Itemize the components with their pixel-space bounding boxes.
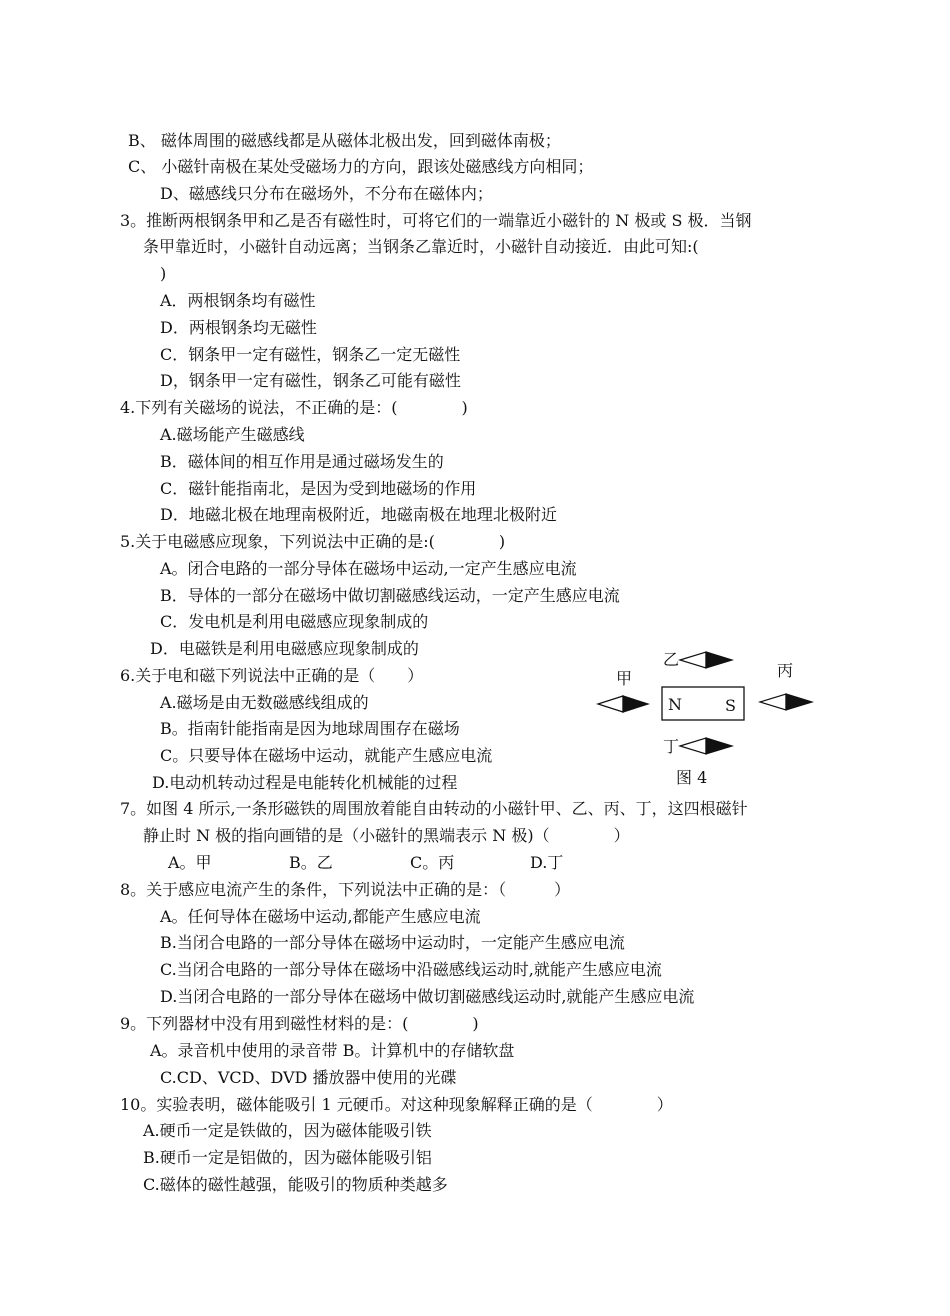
q8-option-a: A。任何导体在磁场中运动,都能产生感应电流 <box>160 907 481 926</box>
figure-caption: 图 4 <box>676 768 708 787</box>
q7-stem-line1: 7。如图 4 所示,一条形磁铁的周围放着能自由转动的小磁针甲、乙、丙、丁，这四根磁针 <box>120 799 748 818</box>
q9-stem: 9。下列器材中没有用到磁性材料的是：( ) <box>120 1014 479 1033</box>
q10-option-b: B.硬币一定是铝做的，因为磁体能吸引铝 <box>143 1148 432 1167</box>
q8-option-c: C.当闭合电路的一部分导体在磁场中沿磁感线运动时,就能产生感应电流 <box>160 960 662 979</box>
q3-stem-line3: ) <box>160 264 167 283</box>
q4-option-d: D．地磁北极在地理南极附近，地磁南极在地理北极附近 <box>160 505 557 524</box>
q10-stem: 10。实验表明，磁体能吸引 1 元硬币。对这种现象解释正确的是（ ） <box>120 1095 673 1114</box>
q8-stem: 8。关于感应电流产生的条件，下列说法中正确的是：（ ） <box>120 880 571 899</box>
q6-option-c: C。只要导体在磁场中运动，就能产生感应电流 <box>160 746 493 765</box>
q10-option-a: A.硬币一定是铁做的，因为磁体能吸引铁 <box>143 1121 432 1140</box>
q8-option-b: B.当闭合电路的一部分导体在磁场中运动时，一定能产生感应电流 <box>160 933 625 952</box>
q8-option-d: D.当闭合电路的一部分导体在磁场中做切割磁感线运动时,就能产生感应电流 <box>160 987 695 1006</box>
q5-option-d: D．电磁铁是利用电磁感应现象制成的 <box>150 639 419 658</box>
q5-stem: 5.关于电磁感应现象，下列说法中正确的是:( ) <box>120 532 506 551</box>
q7-stem-line2: 静止时 N 极的指向画错的是（小磁针的黑端表示 N 极)（ ） <box>143 826 630 845</box>
q3-stem-line2: 条甲靠近时，小磁针自动远离；当钢条乙靠近时，小磁针自动接近．由此可知:( <box>143 237 699 256</box>
q6-stem: 6.关于电和磁下列说法中正确的是（ ） <box>120 666 424 685</box>
q3-option-b: D．两根钢条均无磁性 <box>160 318 317 337</box>
compass-needle-ding <box>680 738 732 754</box>
q4-option-b: B．磁体间的相互作用是通过磁场发生的 <box>160 452 444 471</box>
q6-option-b: B。指南针能指南是因为地球周围存在磁场 <box>160 719 460 738</box>
q4-stem: 4.下列有关磁场的说法，不正确的是：( ) <box>120 398 468 417</box>
magnet-pole-s: S <box>725 696 736 715</box>
q6-option-a: A.磁场是由无数磁感线组成的 <box>160 693 369 712</box>
q7-option-d: D.丁 <box>530 853 564 872</box>
q2-option-d: D、磁感线只分布在磁场外，不分布在磁体内； <box>160 184 493 203</box>
q5-option-a: A。闭合电路的一部分导体在磁场中运动,一定产生感应电流 <box>160 559 577 578</box>
label-bing: 丙 <box>777 661 794 680</box>
q3-option-d: D，钢条甲一定有磁性，钢条乙可能有磁性 <box>160 371 461 390</box>
compass-needle-yi <box>680 652 732 668</box>
q7-option-b: B。乙 <box>289 853 333 872</box>
q2-option-b: B、 磁体周围的磁感线都是从磁体北极出发，回到磁体南极； <box>128 131 561 150</box>
q10-option-c: C.磁体的磁性越强，能吸引的物质种类越多 <box>143 1175 448 1194</box>
magnet-pole-n: N <box>668 695 682 714</box>
q4-option-a: A.磁场能产生磁感线 <box>160 425 305 444</box>
q7-option-c: C。丙 <box>410 853 455 872</box>
label-jia: 甲 <box>616 669 633 688</box>
compass-needle-jia <box>598 696 648 712</box>
label-yi: 乙 <box>663 650 680 669</box>
q3-option-c: C．钢条甲一定有磁性，钢条乙一定无磁性 <box>160 345 461 364</box>
q9-option-a-b: A。录音机中使用的录音带 B。计算机中的存储软盘 <box>150 1041 515 1060</box>
q3-stem-line1: 3。推断两根钢条甲和乙是否有磁性时，可将它们的一端靠近小磁针的 N 极或 S 极．当钢 <box>120 211 752 230</box>
q9-option-c: C.CD、VCD、DVD 播放器中使用的光碟 <box>160 1068 457 1087</box>
q4-option-c: C．磁针能指南北，是因为受到地磁场的作用 <box>160 479 477 498</box>
compass-needle-bing <box>760 694 812 710</box>
q2-option-c: C、 小磁针南极在某处受磁场力的方向，跟该处磁感线方向相同； <box>128 157 594 176</box>
q3-option-a: A．两根钢条均有磁性 <box>160 291 316 310</box>
label-ding: 丁 <box>663 737 680 756</box>
q6-option-d: D.电动机转动过程是电能转化机械能的过程 <box>152 773 458 792</box>
q7-option-a: A。甲 <box>168 853 212 872</box>
figure-4-magnet-diagram <box>592 645 822 795</box>
q5-option-c: C．发电机是利用电磁感应现象制成的 <box>160 612 429 631</box>
q5-option-b: B．导体的一部分在磁场中做切割磁感线运动，一定产生感应电流 <box>160 586 620 605</box>
